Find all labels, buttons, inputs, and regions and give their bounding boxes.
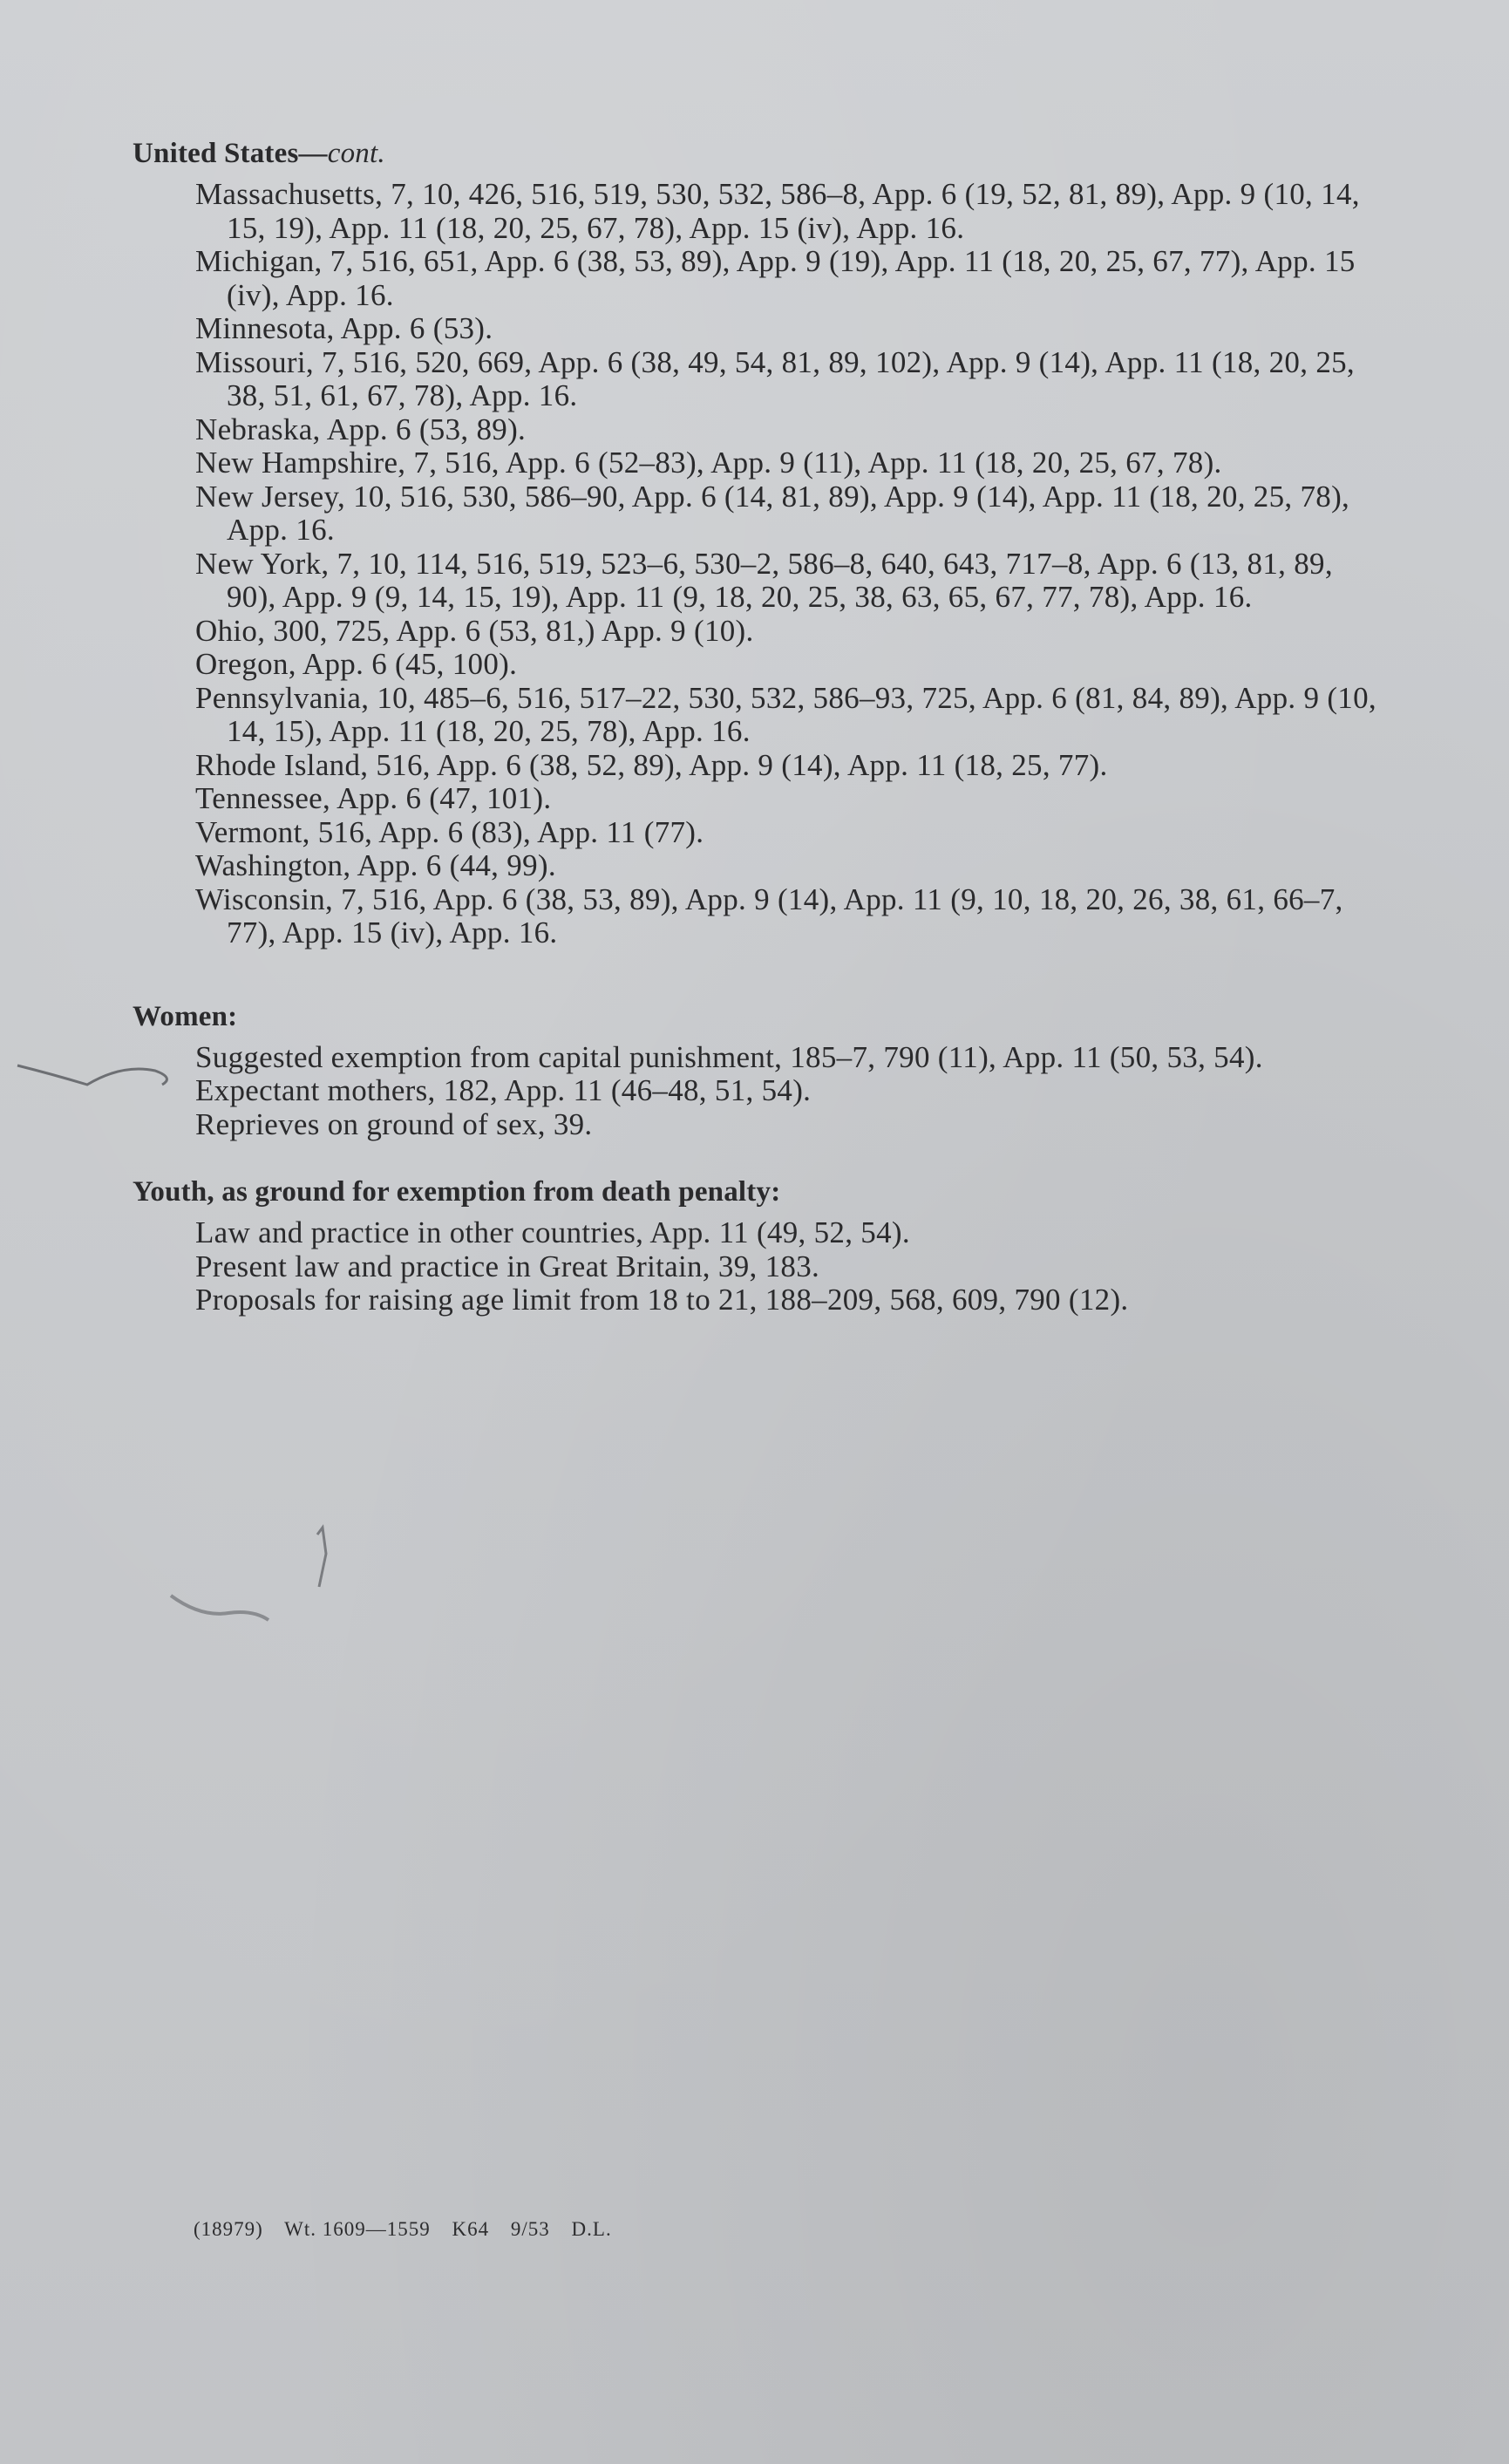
index-entry-rhode-island: Rhode Island, 516, App. 6 (38, 52, 89), App. 9 (14), App. 11 (18, 25, 77). (195, 747, 1108, 782)
section-youth (133, 1174, 1388, 1317)
index-entry-washington: Washington, App. 6 (44, 99). (195, 848, 556, 882)
section-heading: Women: (133, 1000, 238, 1032)
index-entry-minnesota: Minnesota, App. 6 (53). (195, 311, 493, 345)
index-entry-michigan: Michigan, 7, 516, 651, App. 6 (38, 53, 89), App. 9 (19), App. 11 (18, 20, 25, 67, 77), App. 15 (iv), App. 16. (195, 244, 1356, 312)
index-entry-ohio: Ohio, 300, 725, App. 6 (53, 81,) App. 9 (10). (195, 613, 754, 648)
smudge-mark (171, 1596, 268, 1620)
section-women (133, 999, 1388, 1142)
index-entry-massachusetts: Massachusetts, 7, 10, 426, 516, 519, 530, 532, 586–8, App. 6 (19, 52, 81, 89), App. 9 (10, 14, 15, 19), App. 11 (18, 20, 25, 67, 78), App. 15 (iv), App. 16. (195, 177, 1360, 245)
index-entry-wisconsin: Wisconsin, 7, 516, App. 6 (38, 53, 89), App. 9 (14), App. 11 (9, 10, 18, 20, 26, 38, 61, 66–7, 77), App. 15 (iv), App. 16. (195, 881, 1343, 950)
index-entry-missouri: Missouri, 7, 516, 520, 669, App. 6 (38, 49, 54, 81, 89, 102), App. 9 (14), App. 11 (18, 20, 25, 38, 51, 61, 67, 78), App. 16. (195, 344, 1355, 412)
index-entry-new-jersey: New Jersey, 10, 516, 530, 586–90, App. 6 (14, 81, 89), App. 9 (14), App. 11 (18, 20, 25, 78), App. 16. (195, 479, 1350, 547)
heading-text: United States— (133, 138, 328, 169)
index-entry-new-york: New York, 7, 10, 114, 516, 519, 523–6, 530–2, 586–8, 640, 643, 717–8, App. 6 (13, 81, 89, 90), App. 9 (9, 14, 15, 19), App. 11 (9, 18, 20, 25, 38, 63, 65, 67, 77, 78), App. 16. (195, 546, 1333, 614)
imprint-code: (18979) (194, 2218, 263, 2240)
index-entry-oregon: Oregon, App. 6 (45, 100). (195, 647, 518, 681)
index-entry-expectant-mothers: Expectant mothers, 182, App. 11 (46–48, 51, 54). (195, 1073, 812, 1107)
section-heading: Youth, as ground for exemption from death penalty: (133, 1176, 781, 1208)
index-entry-suggested-exemption: Suggested exemption from capital punishment, 185–7, 790 (11), App. 11 (50, 53, 54). (195, 1039, 1263, 1074)
index-entry-tennessee: Tennessee, App. 6 (47, 101). (195, 781, 552, 815)
index-entry-nebraska: Nebraska, App. 6 (53, 89). (195, 412, 527, 446)
heading-suffix: cont. (327, 138, 385, 169)
index-content (133, 136, 1388, 1351)
index-entry-reprieves: Reprieves on ground of sex, 39. (195, 1106, 593, 1141)
imprint-wt: Wt. 1609—1559 (284, 2218, 431, 2240)
index-entry-pennsylvania: Pennsylvania, 10, 485–6, 516, 517–22, 530, 532, 586–93, 725, App. 6 (81, 84, 89), App. 9 (10, 14, 15), App. 11 (18, 20, 25, 78), App. 16. (195, 680, 1376, 748)
imprint-k: K64 (452, 2218, 490, 2240)
index-entry-vermont: Vermont, 516, App. 6 (83), App. 11 (77). (195, 814, 704, 849)
index-entry-other-countries: Law and practice in other countries, App. 11 (49, 52, 54). (195, 1215, 910, 1249)
scratch-mark (317, 1528, 326, 1587)
imprint-date: 9/53 (510, 2218, 550, 2240)
index-entry-great-britain: Present law and practice in Great Britain, 39, 183. (195, 1249, 820, 1283)
printer-imprint (194, 2218, 612, 2241)
section-heading (133, 136, 1388, 171)
section-united-states (133, 136, 1388, 950)
imprint-dl: D.L. (571, 2218, 612, 2240)
index-entry-new-hampshire: New Hampshire, 7, 516, App. 6 (52–83), App. 9 (11), App. 11 (18, 20, 25, 67, 78). (195, 446, 1222, 480)
index-entry-age-limit: Proposals for raising age limit from 18 to 21, 188–209, 568, 609, 790 (12). (195, 1283, 1129, 1317)
